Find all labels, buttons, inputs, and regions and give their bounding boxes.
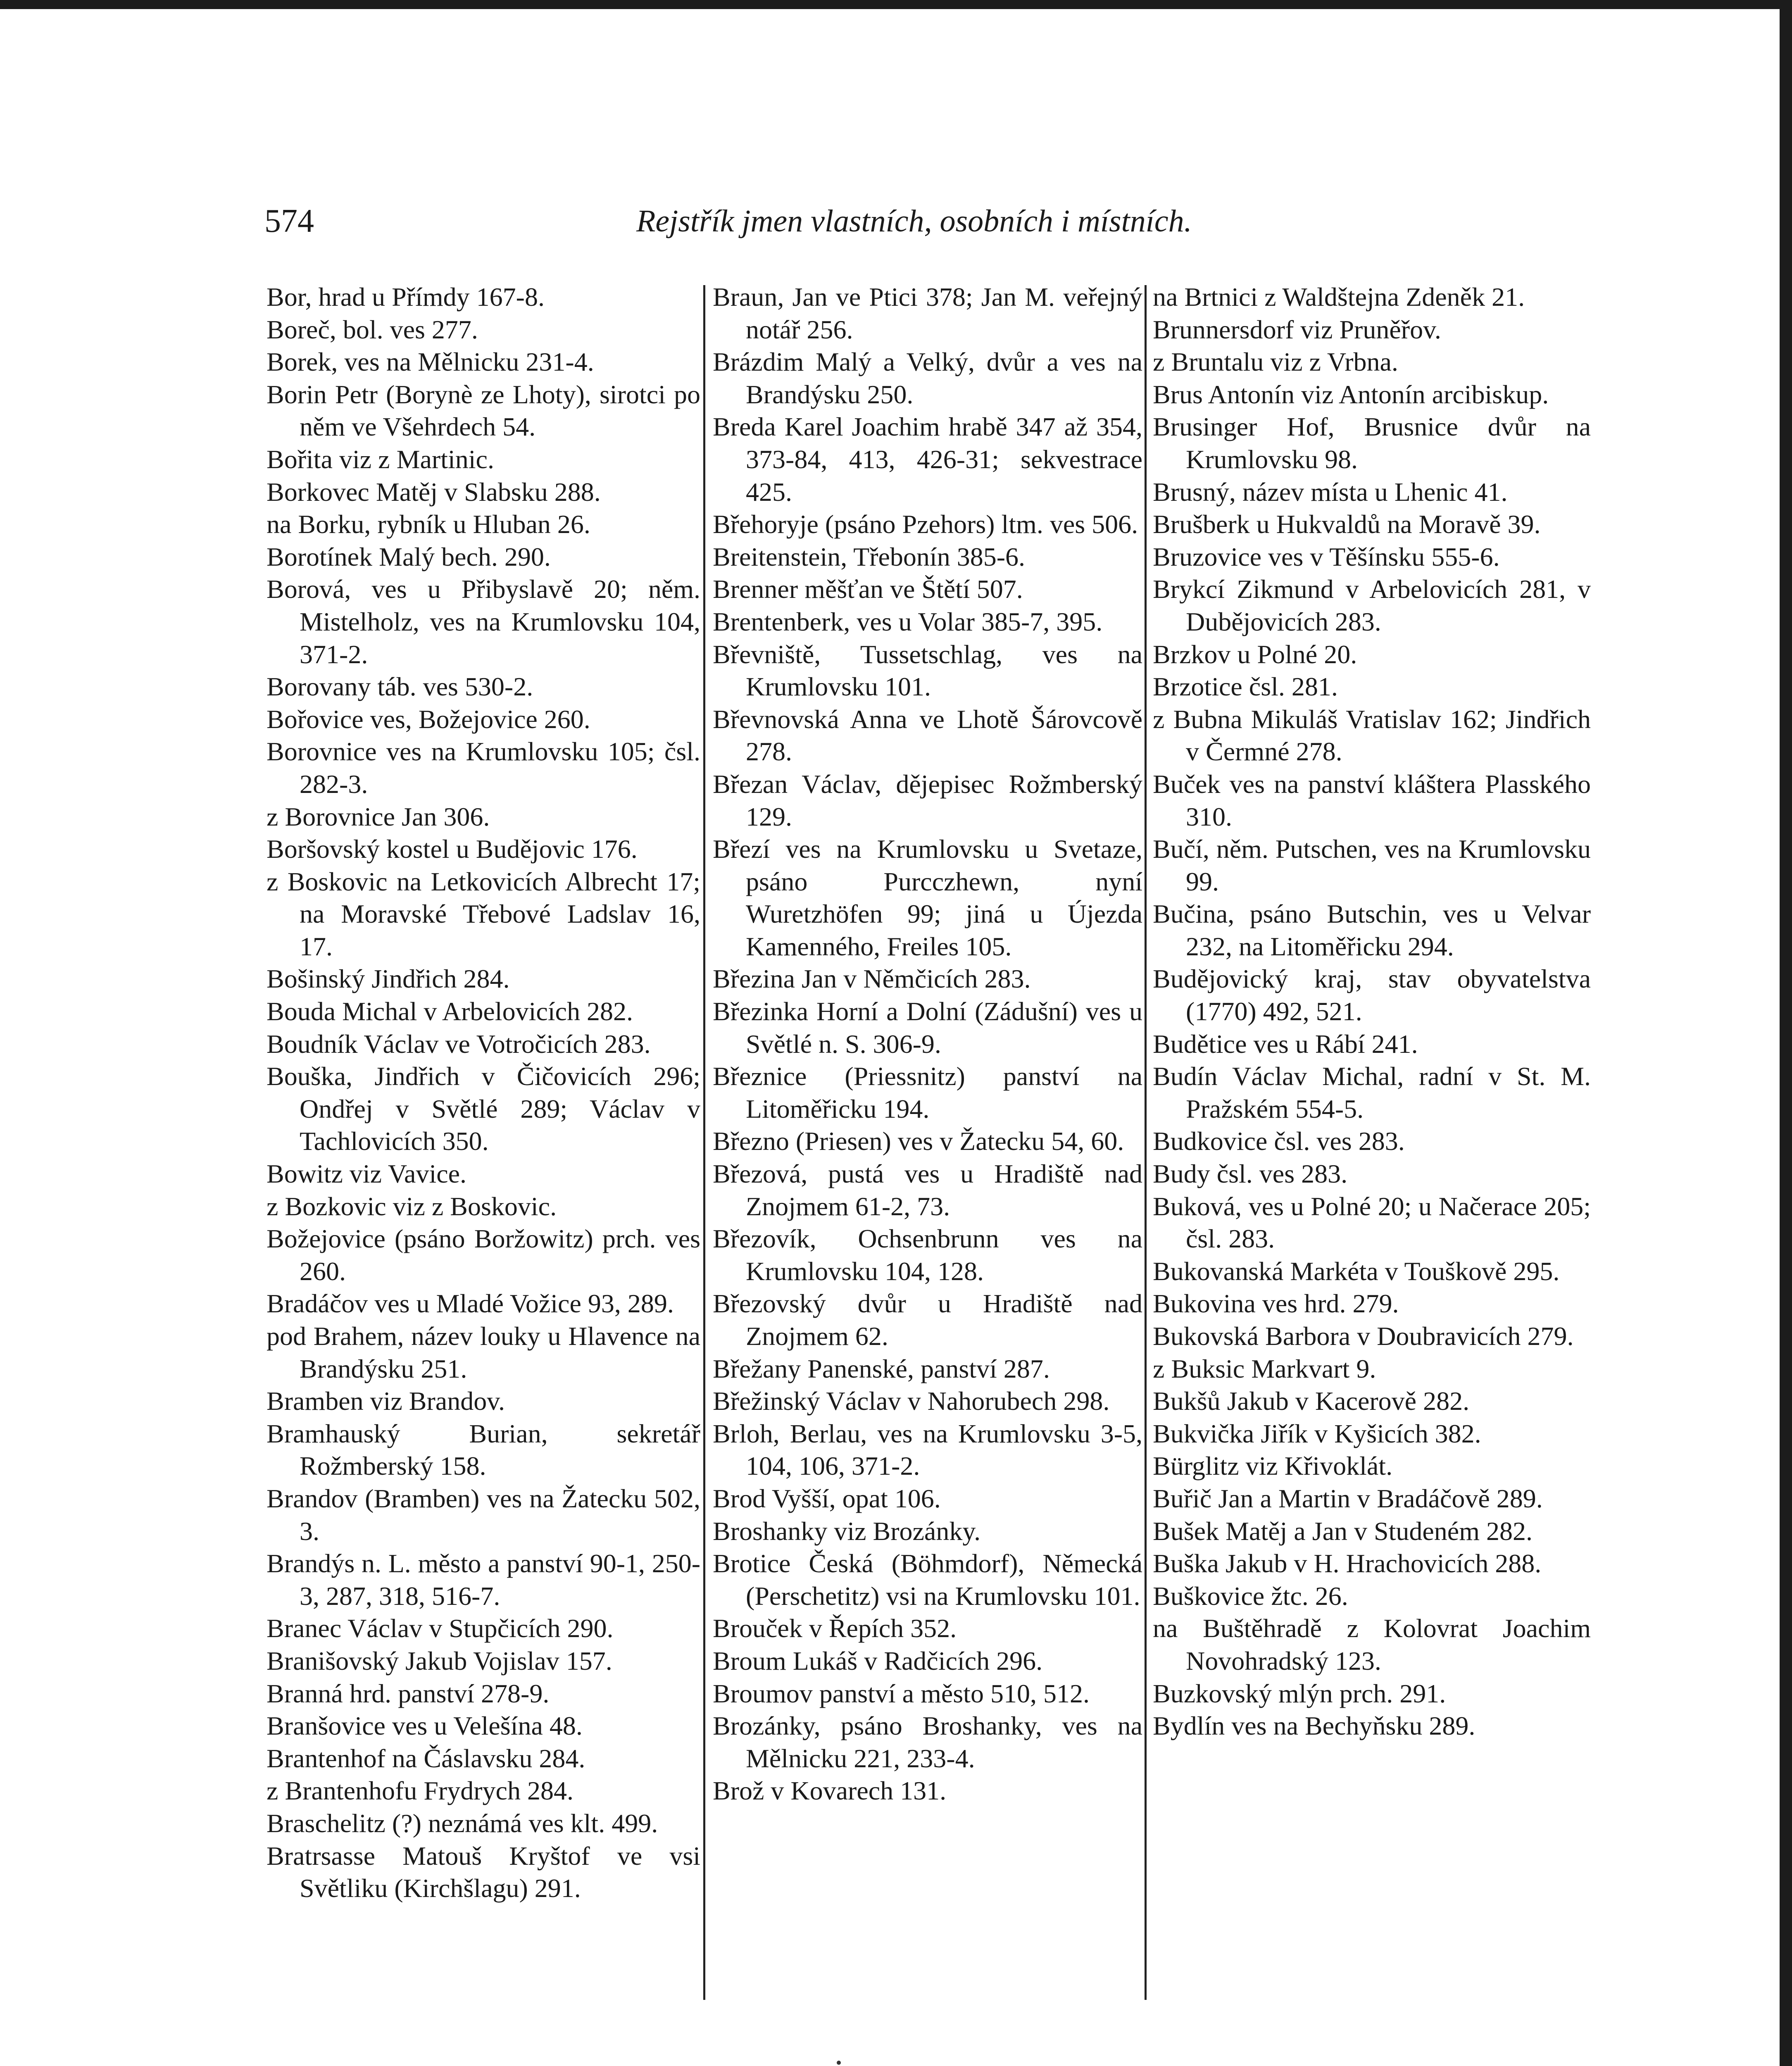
index-entry: Březí ves na Krumlovsku u Svetaze, psáno Purcczhewn, nyní Wuretzhöfen 99; jiná u Újezda Kamenného, Freiles 105. — [713, 834, 1142, 961]
index-entry: z Bruntalu viz z Vrbna. — [1153, 347, 1398, 377]
index-entry: Buřič Jan a Martin v Bradáčově 289. — [1153, 1483, 1543, 1513]
index-entry: Brusný, název místa u Lhenic 41. — [1153, 477, 1508, 507]
index-entry: Březinka Horní a Dolní (Zádušní) ves u Světlé n. S. 306-9. — [713, 997, 1142, 1059]
index-entry: Borkovec Matěj v Slabsku 288. — [267, 477, 601, 507]
index-entry: Branná hrd. panství 278-9. — [267, 1678, 550, 1708]
index-entry: Brzkov u Polné 20. — [1153, 639, 1357, 669]
index-entry: Breda Karel Joachim hrabě 347 až 354, 373-84, 413, 426-31; sekvestrace 425. — [713, 412, 1142, 507]
index-entry: Bratrsasse Matouš Kryštof ve vsi Světliku (Kirchšlagu) 291. — [267, 1841, 700, 1903]
column-divider — [703, 285, 705, 2000]
index-entry: z Bubna Mikuláš Vratislav 162; Jindřich v Čermné 278. — [1153, 704, 1591, 766]
index-entry: Boreč, bol. ves 277. — [267, 314, 478, 344]
index-entry: Buková, ves u Polné 20; u Načerace 205; čsl. 283. — [1153, 1191, 1591, 1254]
index-entry: Brázdim Malý a Velký, dvůr a ves na Brandýsku 250. — [713, 347, 1142, 409]
index-entry: Břevniště, Tussetschlag, ves na Krumlovsku 101. — [713, 639, 1142, 702]
index-entry: Březnice (Priessnitz) panství na Litoměřicku 194. — [713, 1062, 1142, 1123]
index-entry: Březovík, Ochsenbrunn ves na Krumlovsku 104, 128. — [713, 1224, 1142, 1286]
index-entry: pod Brahem, název louky u Hlavence na Brandýsku 251. — [267, 1321, 700, 1383]
index-entry: Brozánky, psáno Broshanky, ves na Mělnicku 221, 233-4. — [713, 1711, 1142, 1773]
index-entry: na Brtnici z Waldštejna Zdeněk 21. — [1153, 282, 1525, 312]
index-entry: na Buštěhradě z Kolovrat Joachim Novohradský 123. — [1153, 1614, 1591, 1676]
index-entry: Brentenberk, ves u Volar 385-7, 395. — [713, 607, 1103, 636]
index-entry: Borek, ves na Mělnicku 231-4. — [267, 347, 594, 377]
index-entry: Březovský dvůr u Hradiště nad Znojmem 62. — [713, 1289, 1142, 1351]
index-entry: Borovnice ves na Krumlovsku 105; čsl. 282-3. — [267, 737, 700, 799]
index-entry: Borová, ves u Přibyslavě 20; něm. Mistelholz, ves na Krumlovsku 104, 371-2. — [267, 574, 700, 669]
index-column-1 — [267, 281, 700, 2016]
index-entry: Branišovský Jakub Vojislav 157. — [267, 1646, 612, 1676]
index-entry: z Boskovic na Letkovicích Albrecht 17; na Moravské Třebové Ladslav 16, 17. — [267, 866, 700, 961]
index-entry: Broumov panství a město 510, 512. — [713, 1678, 1090, 1708]
index-entry: Bořovice ves, Božejovice 260. — [267, 704, 590, 734]
index-entry: Brantenhof na Čáslavsku 284. — [267, 1743, 585, 1773]
index-entry: Borotínek Malý bech. 290. — [267, 542, 551, 571]
index-entry: na Borku, rybník u Hluban 26. — [267, 509, 590, 539]
index-entry: Borin Petr (Borynè ze Lhoty), sirotci po něm ve Všehrdech 54. — [267, 379, 700, 442]
index-entry: Budy čsl. ves 283. — [1153, 1159, 1348, 1189]
index-entry: Braun, Jan ve Ptici 378; Jan M. veřejný notář 256. — [713, 282, 1142, 344]
index-entry: Bramhauský Burian, sekretář Rožmberský 158. — [267, 1419, 700, 1481]
index-entry: Bouda Michal v Arbelovicích 282. — [267, 997, 633, 1026]
index-entry: Bukovina ves hrd. 279. — [1153, 1289, 1399, 1319]
index-entry: Borovany táb. ves 530-2. — [267, 672, 533, 702]
index-entry: Bukovanská Markéta v Touškově 295. — [1153, 1256, 1560, 1286]
index-entry: Budějovický kraj, stav obyvatelstva (1770) 492, 521. — [1153, 964, 1591, 1026]
index-entry: Buzkovský mlýn prch. 291. — [1153, 1678, 1446, 1708]
page-header — [264, 198, 1273, 248]
index-entry: Bramben viz Brandov. — [267, 1386, 505, 1416]
index-entry: z Borovnice Jan 306. — [267, 802, 490, 831]
index-entry: Brotice Česká (Böhmdorf), Německá (Perschetitz) vsi na Krumlovsku 101. — [713, 1549, 1142, 1611]
index-entry: Břehoryje (psáno Pzehors) ltm. ves 506. — [713, 509, 1138, 539]
index-entry: Břežany Panenské, panství 287. — [713, 1354, 1050, 1383]
index-entry: Buček ves na panství kláštera Plasského 310. — [1153, 769, 1591, 831]
index-column-3 — [1153, 281, 1591, 2016]
index-entry: Bydlín ves na Bechyňsku 289. — [1153, 1711, 1475, 1741]
index-entry: Bruzovice ves v Těšínsku 555-6. — [1153, 542, 1500, 571]
index-entry: Brloh, Berlau, ves na Krumlovsku 3-5, 104, 106, 371-2. — [713, 1419, 1142, 1481]
index-entry: Břežinský Václav v Nahorubech 298. — [713, 1386, 1110, 1416]
index-entry: Branec Václav v Stupčicích 290. — [267, 1614, 614, 1643]
index-entry: Božejovice (psáno Boržowitz) prch. ves 260. — [267, 1224, 700, 1286]
index-entry: Boudník Václav ve Votročicích 283. — [267, 1029, 651, 1059]
index-entry: Bürglitz viz Křivoklát. — [1153, 1451, 1393, 1481]
index-entry: Bukovská Barbora v Doubravicích 279. — [1153, 1321, 1574, 1351]
index-entry: Braschelitz (?) neznámá ves klt. 499. — [267, 1808, 658, 1838]
index-entry: Branšovice ves u Velešína 48. — [267, 1711, 583, 1741]
column-divider — [1145, 285, 1147, 2000]
index-column-2 — [713, 281, 1142, 2016]
index-entry: Budětice ves u Rábí 241. — [1153, 1029, 1418, 1059]
index-entry: Buška Jakub v H. Hrachovicích 288. — [1153, 1549, 1542, 1578]
index-entry: Brykcí Zikmund v Arbelovicích 281, v Dubějovicích 283. — [1153, 574, 1591, 636]
index-entry: z Buksic Markvart 9. — [1153, 1354, 1376, 1383]
index-entry: Bor, hrad u Přímdy 167-8. — [267, 282, 545, 312]
index-entry: Budín Václav Michal, radní v St. M. Pražském 554-5. — [1153, 1062, 1591, 1123]
running-head: Rejstřík jmen vlastních, osobních i místních. — [636, 204, 1192, 238]
index-entry: Broshanky viz Brozánky. — [713, 1516, 981, 1546]
index-entry: Brunnersdorf viz Pruněřov. — [1153, 314, 1441, 344]
index-entry: Březina Jan v Němčicích 283. — [713, 964, 1031, 994]
index-entry: Bučí, něm. Putschen, ves na Krumlovsku 99. — [1153, 834, 1591, 896]
print-speck — [837, 2061, 841, 2065]
index-entry: Bradáčov ves u Mladé Vožice 93, 289. — [267, 1289, 674, 1319]
index-entry: Březová, pustá ves u Hradiště nad Znojmem 61-2, 73. — [713, 1159, 1142, 1221]
index-entry: Brusinger Hof, Brusnice dvůr na Krumlovsku 98. — [1153, 412, 1591, 474]
index-entry: Bukšů Jakub v Kacerově 282. — [1153, 1386, 1470, 1416]
index-entry: z Bozkovic viz z Boskovic. — [267, 1191, 557, 1221]
index-entry: Bušek Matěj a Jan v Studeném 282. — [1153, 1516, 1533, 1546]
index-entry: Brandov (Bramben) ves na Žatecku 502, 3. — [267, 1483, 700, 1546]
index-entry: Brzotice čsl. 281. — [1153, 672, 1338, 702]
index-entry: Brenner měšťan ve Štětí 507. — [713, 574, 1023, 604]
index-entry: Březno (Priesen) ves v Žatecku 54, 60. — [713, 1126, 1124, 1156]
index-entry: Budkovice čsl. ves 283. — [1153, 1126, 1405, 1156]
index-entry: Brod Vyšší, opat 106. — [713, 1483, 941, 1513]
index-entry: Boršovský kostel u Budějovic 176. — [267, 834, 638, 864]
page-number: 574 — [264, 203, 314, 239]
index-entry: Bučina, psáno Butschin, ves u Velvar 232, na Litoměřicku 294. — [1153, 899, 1591, 961]
index-entry: Brouček v Řepích 352. — [713, 1614, 957, 1643]
index-entry: Brož v Kovarech 131. — [713, 1776, 947, 1806]
index-entry: Bošinský Jindřich 284. — [267, 964, 510, 994]
index-entry: Breitenstein, Třebonín 385-6. — [713, 542, 1025, 571]
index-entry: Brušberk u Hukvaldů na Moravě 39. — [1153, 509, 1541, 539]
index-entry: Brus Antonín viz Antonín arcibiskup. — [1153, 379, 1549, 409]
index-entry: Břevnovská Anna ve Lhotě Šárovcově 278. — [713, 704, 1142, 766]
index-entry: Buškovice žtc. 26. — [1153, 1581, 1348, 1611]
index-entry: Březan Václav, dějepisec Rožmberský 129. — [713, 769, 1142, 831]
index-entry: Brandýs n. L. město a panství 90-1, 250-3, 287, 318, 516-7. — [267, 1549, 700, 1611]
index-entry: Broum Lukáš v Radčicích 296. — [713, 1646, 1043, 1676]
index-entry: z Brantenhofu Frydrych 284. — [267, 1776, 574, 1806]
index-entry: Bouška, Jindřich v Čičovicích 296; Ondřej v Světlé 289; Václav v Tachlovicích 350. — [267, 1062, 700, 1156]
index-entry: Bowitz viz Vavice. — [267, 1159, 467, 1189]
index-entry: Bukvička Jiřík v Kyšicích 382. — [1153, 1419, 1481, 1448]
index-entry: Bořita viz z Martinic. — [267, 444, 494, 474]
